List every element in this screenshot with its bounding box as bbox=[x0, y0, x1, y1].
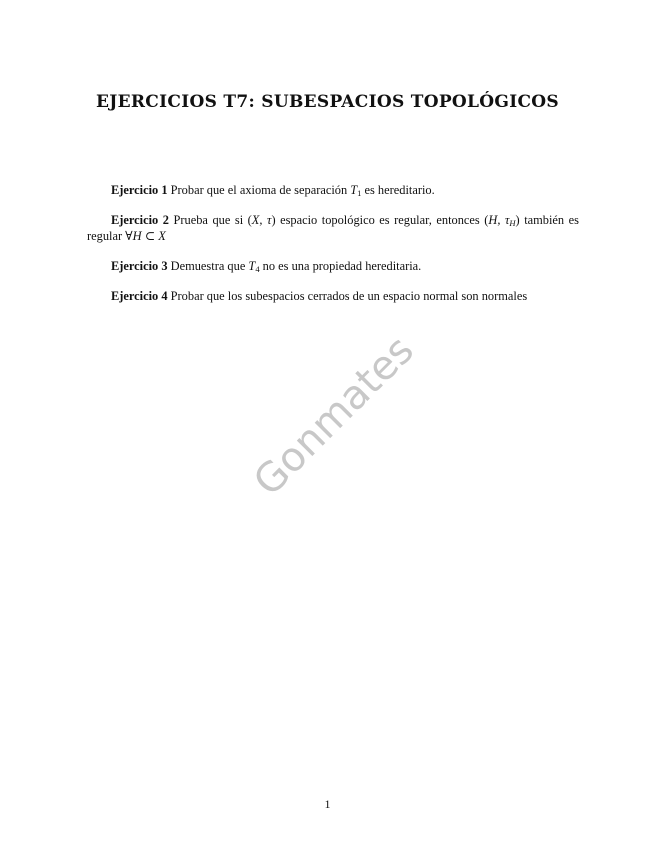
exercise-text: Demuestra que $T_4$ no es una propiedad hereditaria. bbox=[170, 259, 422, 274]
watermark: Gonmates bbox=[245, 327, 423, 505]
exercise-1 bbox=[87, 182, 579, 198]
exercise-label: Ejercicio 4 bbox=[111, 289, 168, 303]
exercise-label: Ejercicio 1 bbox=[111, 183, 168, 197]
exercise-label: Ejercicio 2 bbox=[111, 213, 169, 227]
page-number: 1 bbox=[324, 797, 331, 811]
document-title: EJERCICIOS T7: SUBESPACIOS TOPOLÓGICOS bbox=[96, 92, 559, 112]
exercise-text: Prueba que si (X, τ) espacio topológico es regular, entonces (H, $\tau_H$) también es regular ∀H ⊂ X bbox=[87, 213, 579, 243]
exercise-text: Probar que el axioma de separación $T_1$ es hereditario. bbox=[170, 183, 435, 198]
exercise-4 bbox=[87, 288, 579, 304]
exercise-label: Ejercicio 3 bbox=[111, 259, 168, 273]
exercise-3 bbox=[87, 258, 579, 274]
exercise-2 bbox=[87, 212, 579, 244]
exercise-text: Probar que los subespacios cerrados de un espacio normal son normales bbox=[170, 289, 528, 303]
exercise-list bbox=[87, 182, 579, 318]
